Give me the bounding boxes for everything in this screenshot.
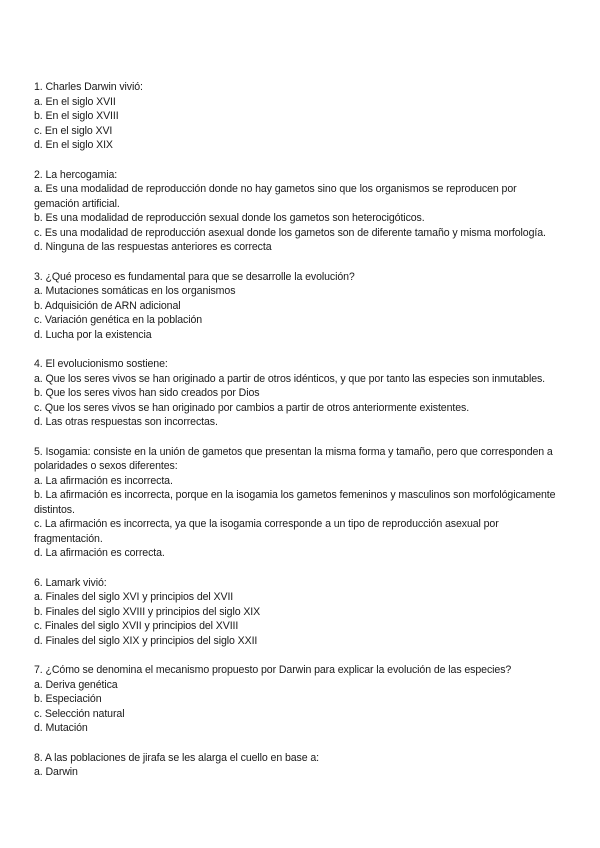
answer-option: c. Finales del siglo XVII y principios del XVIII [34, 620, 239, 632]
answer-option: d. Ninguna de las respuestas anteriores es correcta [34, 241, 272, 253]
question-stem: 5. Isogamia: consiste en la unión de gametos que presentan la misma forma y tamaño, pero que corresponden a polaridades o sexos diferentes: [34, 445, 553, 472]
question-8 [34, 751, 564, 780]
answer-option: b. La afirmación es incorrecta, porque en la isogamia los gametos femeninos y masculinos son morfológicamente distintos. [34, 489, 556, 516]
answer-option: d. Lucha por la existencia [34, 328, 152, 341]
answer-option: a. Mutaciones somáticas en los organismos [34, 285, 236, 297]
answer-option: d. Las otras respuestas son incorrectas. [34, 416, 218, 428]
answer-option: a. Que los seres vivos se han originado a partir de otros idénticos, y que por tanto las especies son inmutables. [34, 372, 546, 385]
question-stem: 6. Lamark vivió: [34, 576, 107, 589]
question-stem: 2. La hercogamia: [34, 168, 118, 181]
question-1 [34, 80, 564, 153]
answer-option: b. Finales del siglo XVIII y principios del siglo XIX [34, 605, 261, 618]
answer-option: d. Mutación [34, 722, 88, 734]
answer-option: b. Adquisición de ARN adicional [34, 299, 181, 312]
answer-option: a. Es una modalidad de reproducción donde no hay gametos sino que los organismos se reproducen por gemación artificial. [34, 183, 517, 210]
answer-option: a. Finales del siglo XVI y principios del XVII [34, 591, 234, 603]
question-stem: 4. El evolucionismo sostiene: [34, 358, 168, 370]
question-5 [34, 445, 564, 561]
question-3 [34, 270, 564, 343]
answer-option: a. Darwin [34, 766, 78, 778]
answer-option: b. En el siglo XVIII [34, 110, 119, 122]
answer-option: b. Especiación [34, 693, 102, 705]
question-2 [34, 168, 564, 255]
document-page [34, 80, 564, 795]
answer-option: b. Que los seres vivos han sido creados por Dios [34, 387, 260, 399]
question-7 [34, 663, 564, 736]
answer-option: a. Deriva genética [34, 678, 118, 691]
question-6 [34, 576, 564, 649]
question-stem: 7. ¿Cómo se denomina el mecanismo propuesto por Darwin para explicar la evolución de las especies? [34, 664, 512, 676]
answer-option: d. Finales del siglo XIX y principios del siglo XXII [34, 634, 258, 647]
answer-option: a. En el siglo XVII [34, 95, 116, 108]
answer-option: a. La afirmación es incorrecta. [34, 474, 173, 487]
answer-option: d. La afirmación es correcta. [34, 547, 165, 559]
answer-option: b. Es una modalidad de reproducción sexual donde los gametos son heterocigóticos. [34, 212, 425, 224]
answer-option: c. Es una modalidad de reproducción asexual donde los gametos son de diferente tamaño y misma morfología. [34, 226, 546, 239]
question-4 [34, 357, 564, 430]
answer-option: c. La afirmación es incorrecta, ya que la isogamia corresponde a un tipo de reproducción asexual por fragmentación. [34, 518, 499, 545]
answer-option: c. Variación genética en la población [34, 314, 203, 326]
answer-option: c. En el siglo XVI [34, 124, 113, 137]
answer-option: c. Que los seres vivos se han originado por cambios a partir de otros anteriormente existentes. [34, 401, 470, 414]
question-stem: 3. ¿Qué proceso es fundamental para que se desarrolle la evolución? [34, 270, 355, 283]
question-stem: 8. A las poblaciones de jirafa se les alarga el cuello en base a: [34, 751, 320, 764]
answer-option: d. En el siglo XIX [34, 139, 113, 151]
question-stem: 1. Charles Darwin vivió: [34, 81, 143, 93]
answer-option: c. Selección natural [34, 707, 125, 720]
